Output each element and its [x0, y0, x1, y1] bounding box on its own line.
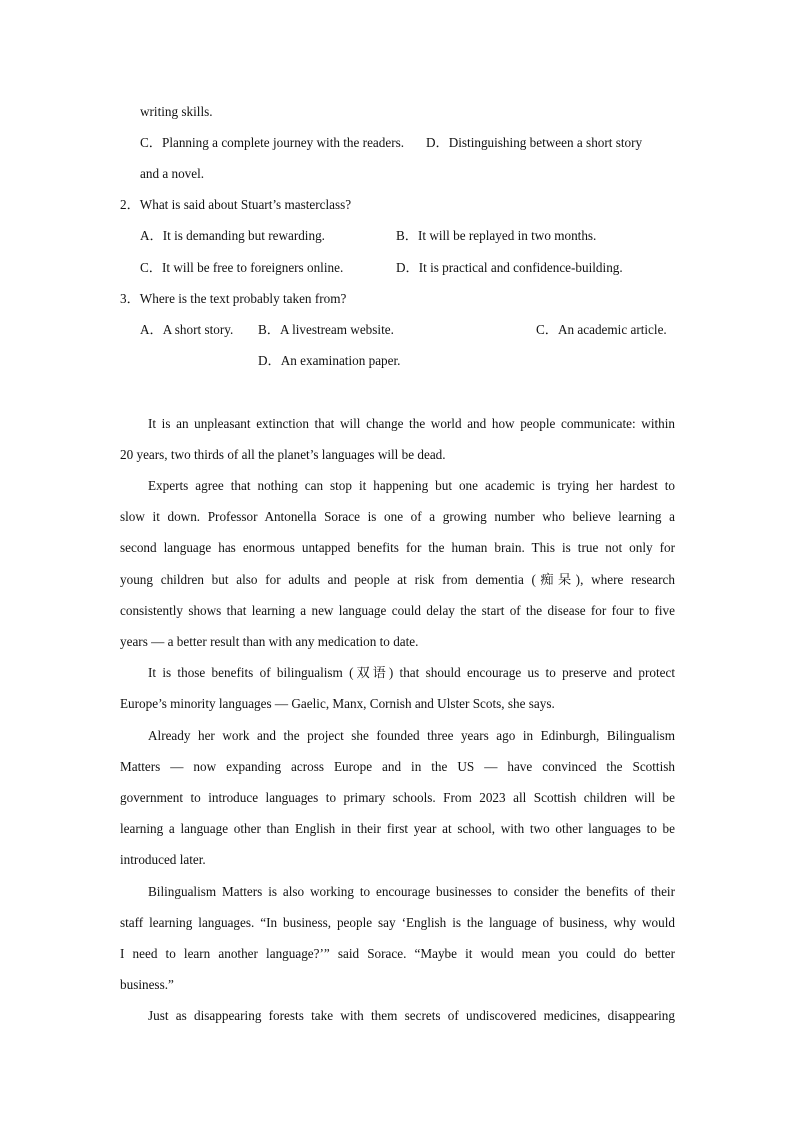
passage-p5-line-1: Bilingualism Matters is also working to encourage businesses to consider the benefits of their [148, 884, 675, 899]
q3-stem: 3．Where is the text probably taken from? [120, 291, 347, 306]
passage-p2-line-2: slow it down. Professor Antonella Sorace is one of a growing number who believe learning a [120, 509, 675, 524]
q2-option-b: B．It will be replayed in two months. [396, 228, 597, 243]
passage-p2-line-5: consistently shows that learning a new language could delay the start of the disease for four to five [120, 603, 675, 618]
passage-p2-line-4: young children but also for adults and people at risk from dementia (痴呆), where research [120, 572, 675, 587]
q3-option-c: C．An academic article. [536, 322, 667, 337]
passage-p5-line-3: I need to learn another language?’” said Sorace. “Maybe it would mean you could do better [120, 946, 675, 961]
passage-p4-line-5: introduced later. [120, 852, 206, 867]
q2-option-c: C．It will be free to foreigners online. [140, 260, 344, 275]
q2-option-a: A．It is demanding but rewarding. [140, 228, 325, 243]
passage-p4-line-3: government to introduce languages to primary schools. From 2023 all Scottish children will be [120, 790, 675, 805]
passage-p4-line-2: Matters — now expanding across Europe and in the US — have convinced the Scottish [120, 759, 675, 774]
q3-option-b: B．A livestream website. [258, 322, 394, 337]
q1-option-d-continuation: and a novel. [140, 166, 205, 181]
passage-p3-line-1: It is those benefits of bilingualism (双语) that should encourage us to preserve and protect [148, 665, 675, 680]
passage-p2-line-3: second language has enormous untapped benefits for the human brain. This is true not only for [120, 540, 675, 555]
passage-p5-line-4: business.” [120, 977, 174, 992]
passage-p1-line-2: 20 years, two thirds of all the planet’s languages will be dead. [120, 447, 446, 462]
q3-option-d: D．An examination paper. [258, 353, 401, 368]
passage-p2-line-1: Experts agree that nothing can stop it happening but one academic is trying her hardest to [148, 478, 675, 493]
passage-p6-line-1: Just as disappearing forests take with them secrets of undiscovered medicines, disappearing [148, 1008, 675, 1023]
q1-option-d: D．Distinguishing between a short story [426, 135, 643, 150]
passage-p3-line-2: Europe’s minority languages — Gaelic, Manx, Cornish and Ulster Scots, she says. [120, 696, 555, 711]
passage-p1-line-1: It is an unpleasant extinction that will change the world and how people communicate: within [148, 416, 675, 431]
q1-option-b-continuation: writing skills. [140, 104, 213, 119]
passage-p4-line-4: learning a language other than English in their first year at school, with two other languages to be [120, 821, 675, 836]
q2-option-d: D．It is practical and confidence-building. [396, 260, 623, 275]
passage-p5-line-2: staff learning languages. “In business, people say ‘English is the language of business, why would [120, 915, 675, 930]
q3-option-a: A．A short story. [140, 322, 234, 337]
q1-option-c: C．Planning a complete journey with the readers. [140, 135, 405, 150]
q2-stem: 2．What is said about Stuart’s masterclass? [120, 197, 352, 212]
passage-p4-line-1: Already her work and the project she founded three years ago in Edinburgh, Bilingualism [148, 728, 675, 743]
passage-p2-line-6: years — a better result than with any medication to date. [120, 634, 419, 649]
